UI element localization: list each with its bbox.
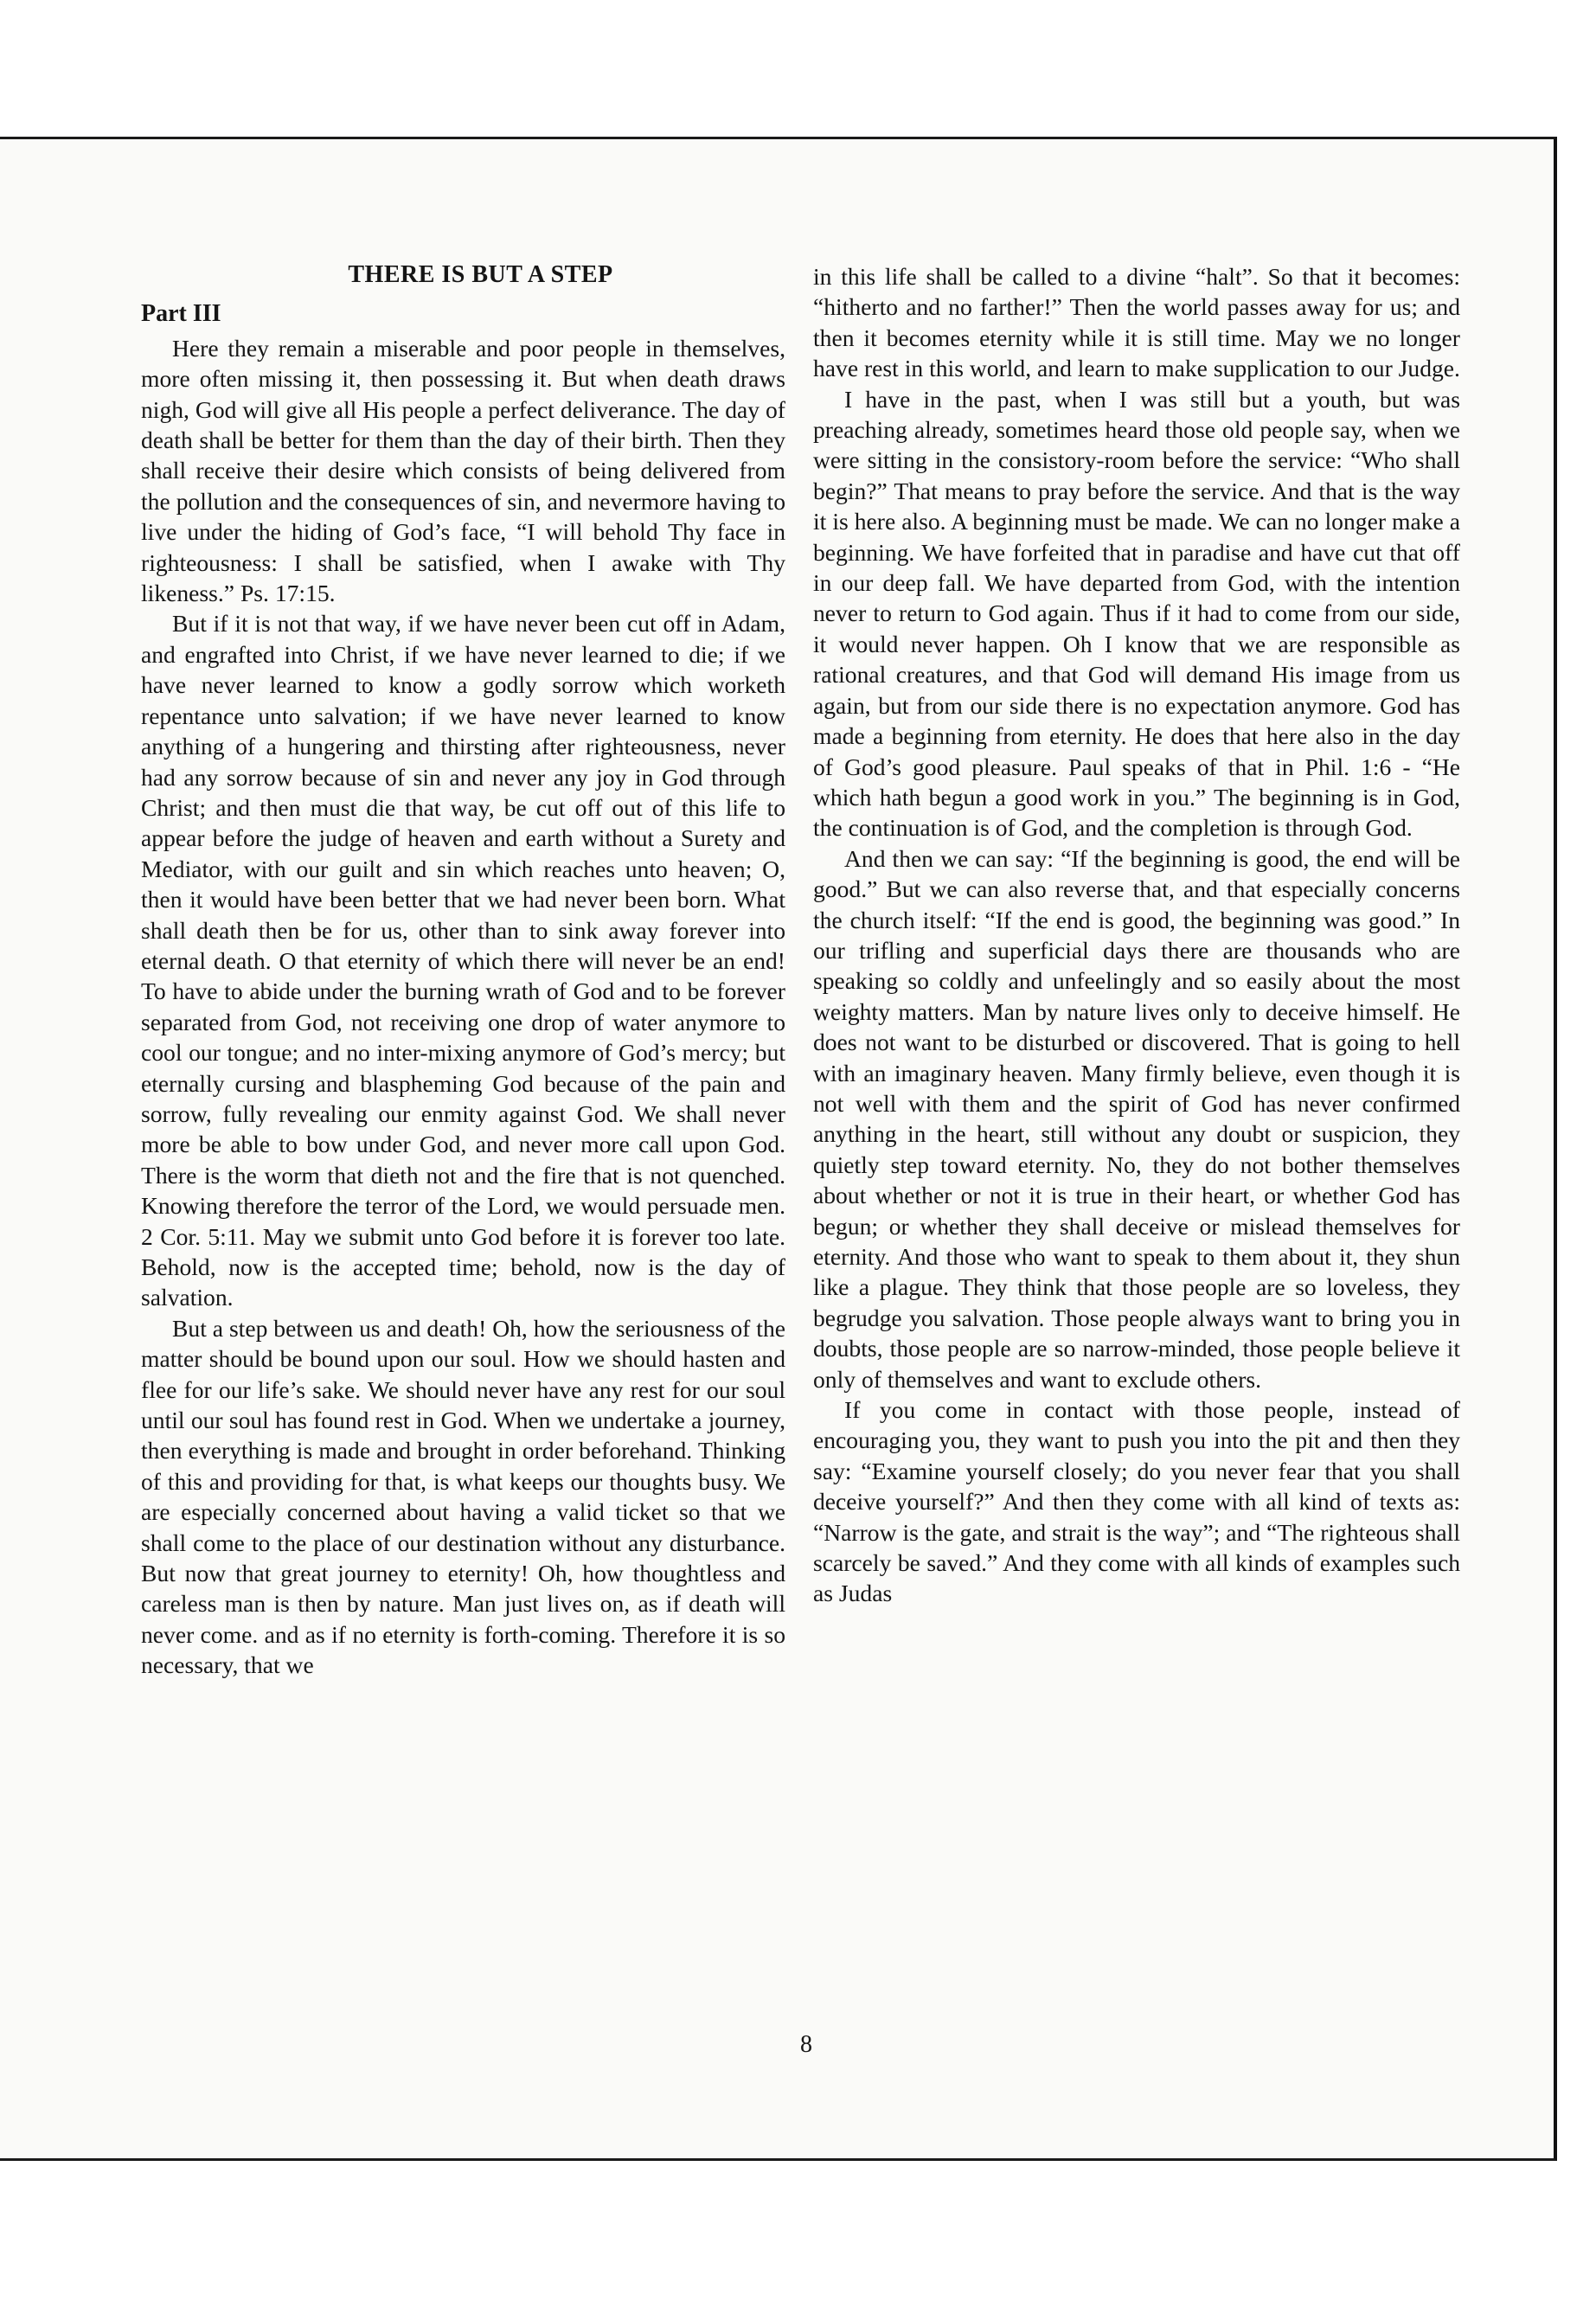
part-heading: Part III [141,300,221,328]
paragraph: If you come in contact with those people, instead of encouraging you, they want to push you into the pit and then they say: “Examine yourself closely; do you never fear that you shall deceive yourself?” And then they come with all kind of texts as: “Narrow is the gate, and strait is the way”; and “The righteous shall scarcely be saved.” And they come with all kinds of examples such as Judas [813,1396,1460,1607]
article-title: THERE IS BUT A STEP [348,261,613,288]
paragraph: But if it is not that way, if we have never been cut off in Adam, and engrafted into Christ, if we have never learned to die; if we have never learned to know a godly sorrow which worketh repentance unto salvation; if we have never learned to know anything of a hungering and thirsting after righteousness, never had any sorrow because of sin and never any joy in God through Christ; and then must die that way, be cut off out of this life to appear before the judge of heaven and earth without a Surety and Mediator, with our guilt and sin which reaches unto heaven; O, then it would have been better that we had never been born. What shall death then be for us, other than to sink away forever into eternal death. O that eternity of which there will never be an end! To have to abide under the burning wrath of God and to be forever separated from God, not receiving one drop of water anymore to cool our tongue; and no inter-mixing anymore of God’s mercy; but eternally cursing and blaspheming God because of the pain and sorrow, fully revealing our enmity against God. We shall never more be able to bow under God, and never more call upon God. There is the worm that dieth not and the fire that is not quenched. Knowing therefore the terror of the Lord, we would persuade men. 2 Cor. 5:11. May we submit unto God before it is forever too late. Behold, now is the accepted time; behold, now is the day of salvation. [141,610,785,1311]
page-number: 8 [800,2031,812,2058]
paragraph: But a step between us and death! Oh, how the seriousness of the matter should be bound upon our soul. How we should hasten and flee for our life’s sake. We should never have any rest for our soul until our soul has found rest in God. When we undertake a journey, then everything is made and brought in order beforehand. Thinking of this and providing for that, is what keeps our thoughts busy. We are especially concerned about having a valid ticket so that we shall come to the place of our destination without any disturbance. But now that great journey to eternity! Oh, how thoughtless and careless man is then by nature. Man just lives on, as if death will never come. and as if no eternity is forth-coming. Therefore it is so necessary, that we [141,1314,785,1679]
paragraph: I have in the past, when I was still but a youth, but was preaching already, sometimes heard those old people say, when we were sitting in the consistory-room before the service: “Who shall begin?” That means to pray before the service. And that is the way it is here also. A beginning must be made. We can no longer make a beginning. We have forfeited that in paradise and have cut that off in our deep fall. We have departed from God, with the intention never to return to God again. Thus if it had to come from our side, it would never happen. Oh I know that we are responsible as rational creatures, and that God will demand His image from us again, but from our side there is no expectation anymore. God has made a beginning from eternity. He does that here also in the day of God’s good pleasure. Paul speaks of that in Phil. 1:6 - “He which hath begun a good work in you.” The beginning is in God, the continuation is of God, and the completion is through God. [813,385,1460,842]
paragraph: Here they remain a miserable and poor people in themselves, more often missing it, then possessing it. But when death draws nigh, God will give all His people a perfect deliverance. The day of death shall be better for them than the day of their birth. Then they shall receive their desire which consists of being delivered from the pollution and the consequences of sin, and nevermore having to live under the hiding of God’s face, “I will behold Thy face in righteousness: I shall be satisfied, when I awake with Thy likeness.” Ps. 17:15. [141,334,785,607]
left-column [141,260,785,1681]
right-column [813,261,1460,1609]
scan-margin-bottom [0,2161,1596,2301]
paragraph: And then we can say: “If the beginning is good, the end will be good.” But we can also reverse that, and that especially concerns the church itself: “If the end is good, the beginning was good.” In our trifling and superficial days there are thousands who are speaking so coldly and unfeelingly and so easily about the most weighty matters. Man by nature lives only to deceive himself. He does not want to be disturbed or discovered. That is going to hell with an imaginary heaven. Many firmly believe, even though it is not well with them and the spirit of God has never confirmed anything in the heart, still without any doubt or suspicion, they quietly step toward eternity. No, they do not bother themselves about whether or not it is true in their heart, or whether God has begun; or whether they shall deceive or mislead themselves for eternity. And those who want to speak to them about it, they shun like a plague. They think that those people are so loveless, they begrudge you salvation. Those people always want to bring you in doubts, those people are so narrow-minded, those people believe it only of themselves and want to exclude others. [813,844,1460,1393]
scan-margin-top [0,0,1596,137]
paragraph: in this life shall be called to a divine “halt”. So that it becomes: “hitherto and no farther!” Then the world passes away for us; and then it becomes eternity while it is still time. May we no longer have rest in this world, and learn to make supplication to our Judge. [813,263,1460,382]
